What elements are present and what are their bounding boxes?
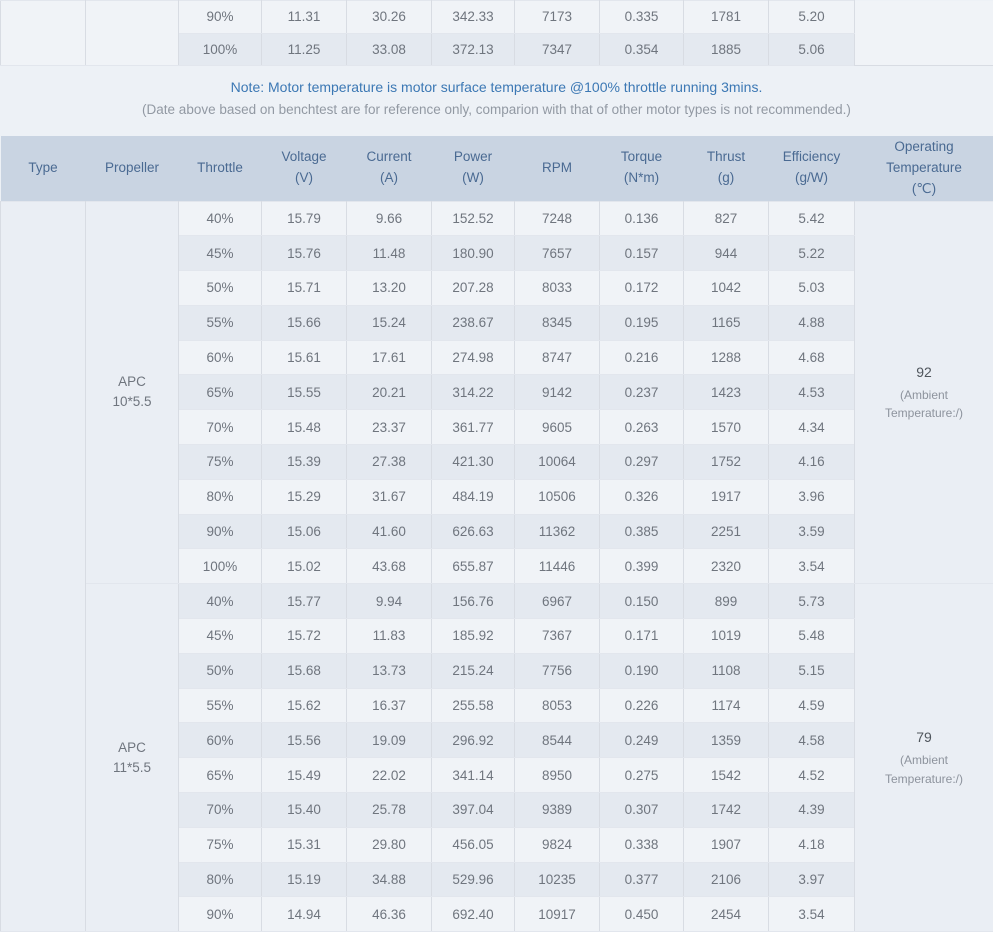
current-cell: 41.60 [347, 514, 432, 549]
current-cell: 31.67 [347, 479, 432, 514]
column-header-throttle [179, 136, 262, 201]
voltage-cell: 11.31 [262, 1, 347, 34]
thrust-cell: 2454 [684, 897, 769, 932]
column-header-current [347, 136, 432, 201]
power-cell: 314.22 [432, 375, 515, 410]
thrust-cell: 1359 [684, 723, 769, 758]
thrust-cell: 1907 [684, 827, 769, 862]
throttle-cell: 60% [179, 340, 262, 375]
efficiency-cell: 3.54 [769, 897, 855, 932]
efficiency-cell: 4.53 [769, 375, 855, 410]
spec-table-header [1, 136, 993, 201]
header-label: Torque [600, 147, 684, 168]
current-cell: 17.61 [347, 340, 432, 375]
temperature-cell [855, 201, 993, 584]
current-cell: 33.08 [347, 33, 432, 66]
efficiency-cell: 3.97 [769, 862, 855, 897]
header-label: Operating [855, 137, 993, 158]
rpm-cell: 7248 [515, 201, 600, 236]
rpm-cell: 9142 [515, 375, 600, 410]
temperature-cell [855, 584, 993, 932]
voltage-cell: 15.61 [262, 340, 347, 375]
current-cell: 15.24 [347, 305, 432, 340]
efficiency-cell: 5.20 [769, 1, 855, 34]
current-cell: 30.26 [347, 1, 432, 34]
efficiency-cell: 4.39 [769, 793, 855, 828]
power-cell: 421.30 [432, 445, 515, 480]
efficiency-cell: 4.88 [769, 305, 855, 340]
torque-cell: 0.377 [600, 862, 684, 897]
thrust-cell: 1781 [684, 1, 769, 34]
thrust-cell: 1174 [684, 688, 769, 723]
power-cell: 341.14 [432, 758, 515, 793]
voltage-cell: 15.39 [262, 445, 347, 480]
header-label: Type [1, 158, 86, 179]
temperature-value: 79 [855, 727, 993, 748]
torque-cell: 0.157 [600, 236, 684, 271]
column-header-operating-temperature [855, 136, 993, 201]
temperature-cell [855, 1, 993, 66]
rpm-cell: 9605 [515, 410, 600, 445]
efficiency-cell: 3.59 [769, 514, 855, 549]
throttle-cell: 80% [179, 862, 262, 897]
column-header-type [1, 136, 86, 201]
rpm-cell: 9389 [515, 793, 600, 828]
power-cell: 342.33 [432, 1, 515, 34]
throttle-cell: 90% [179, 1, 262, 34]
thrust-cell: 1423 [684, 375, 769, 410]
power-cell: 372.13 [432, 33, 515, 66]
column-header-thrust [684, 136, 769, 201]
current-cell: 23.37 [347, 410, 432, 445]
efficiency-cell: 4.68 [769, 340, 855, 375]
power-cell: 156.76 [432, 584, 515, 619]
thrust-cell: 1165 [684, 305, 769, 340]
current-cell: 27.38 [347, 445, 432, 480]
note-primary-text: Note: Motor temperature is motor surface temperature @100% throttle running 3mins. [0, 79, 993, 95]
torque-cell: 0.326 [600, 479, 684, 514]
rpm-cell: 8544 [515, 723, 600, 758]
power-cell: 397.04 [432, 793, 515, 828]
efficiency-cell: 5.06 [769, 33, 855, 66]
efficiency-cell: 5.48 [769, 619, 855, 654]
column-header-propeller [86, 136, 179, 201]
power-cell: 626.63 [432, 514, 515, 549]
column-header-rpm [515, 136, 600, 201]
column-header-voltage [262, 136, 347, 201]
efficiency-cell: 4.34 [769, 410, 855, 445]
header-unit: (℃) [855, 179, 993, 200]
throttle-cell: 60% [179, 723, 262, 758]
voltage-cell: 15.68 [262, 653, 347, 688]
thrust-cell: 899 [684, 584, 769, 619]
current-cell: 20.21 [347, 375, 432, 410]
torque-cell: 0.237 [600, 375, 684, 410]
throttle-cell: 100% [179, 549, 262, 584]
thrust-cell: 1570 [684, 410, 769, 445]
power-cell: 296.92 [432, 723, 515, 758]
thrust-cell: 1108 [684, 653, 769, 688]
rpm-cell: 6967 [515, 584, 600, 619]
torque-cell: 0.226 [600, 688, 684, 723]
efficiency-cell: 5.73 [769, 584, 855, 619]
propeller-label: 11*5.5 [86, 758, 178, 778]
power-cell: 361.77 [432, 410, 515, 445]
efficiency-cell: 4.18 [769, 827, 855, 862]
efficiency-cell: 4.59 [769, 688, 855, 723]
throttle-cell: 40% [179, 584, 262, 619]
propeller-cell [86, 1, 179, 66]
torque-cell: 0.263 [600, 410, 684, 445]
efficiency-cell: 5.15 [769, 653, 855, 688]
current-cell: 25.78 [347, 793, 432, 828]
table-row [1, 584, 993, 619]
power-cell: 185.92 [432, 619, 515, 654]
throttle-cell: 70% [179, 410, 262, 445]
throttle-cell: 90% [179, 514, 262, 549]
thrust-cell: 1742 [684, 793, 769, 828]
torque-cell: 0.297 [600, 445, 684, 480]
column-header-power [432, 136, 515, 201]
throttle-cell: 65% [179, 758, 262, 793]
current-cell: 9.94 [347, 584, 432, 619]
rpm-cell: 10064 [515, 445, 600, 480]
column-header-torque [600, 136, 684, 201]
torque-cell: 0.335 [600, 1, 684, 34]
torque-cell: 0.216 [600, 340, 684, 375]
voltage-cell: 15.19 [262, 862, 347, 897]
current-cell: 19.09 [347, 723, 432, 758]
voltage-cell: 15.71 [262, 271, 347, 306]
voltage-cell: 15.48 [262, 410, 347, 445]
throttle-cell: 75% [179, 827, 262, 862]
thrust-cell: 1885 [684, 33, 769, 66]
torque-cell: 0.338 [600, 827, 684, 862]
propeller-label: APC [86, 738, 178, 758]
torque-cell: 0.249 [600, 723, 684, 758]
rpm-cell: 7756 [515, 653, 600, 688]
header-unit: (g/W) [769, 168, 855, 189]
throttle-cell: 80% [179, 479, 262, 514]
header-label: Power [432, 147, 515, 168]
rpm-cell: 10506 [515, 479, 600, 514]
current-cell: 9.66 [347, 201, 432, 236]
note-block [0, 66, 993, 136]
table-row [1, 1, 993, 34]
voltage-cell: 11.25 [262, 33, 347, 66]
thrust-cell: 2251 [684, 514, 769, 549]
rpm-cell: 7657 [515, 236, 600, 271]
power-cell: 529.96 [432, 862, 515, 897]
header-label: Efficiency [769, 147, 855, 168]
current-cell: 43.68 [347, 549, 432, 584]
main-table-body [1, 201, 993, 932]
header-unit: (g) [684, 168, 769, 189]
propeller-cell [86, 584, 179, 932]
power-cell: 215.24 [432, 653, 515, 688]
type-cell [1, 201, 86, 932]
voltage-cell: 15.49 [262, 758, 347, 793]
thrust-cell: 2320 [684, 549, 769, 584]
rpm-cell: 8747 [515, 340, 600, 375]
current-cell: 11.48 [347, 236, 432, 271]
voltage-cell: 15.62 [262, 688, 347, 723]
thrust-cell: 1042 [684, 271, 769, 306]
throttle-cell: 45% [179, 619, 262, 654]
rpm-cell: 11362 [515, 514, 600, 549]
torque-cell: 0.172 [600, 271, 684, 306]
efficiency-cell: 4.52 [769, 758, 855, 793]
temperature-note: (Ambient Temperature:/) [855, 751, 993, 788]
thrust-cell: 827 [684, 201, 769, 236]
torque-cell: 0.275 [600, 758, 684, 793]
voltage-cell: 15.06 [262, 514, 347, 549]
header-label: RPM [515, 158, 600, 179]
voltage-cell: 15.02 [262, 549, 347, 584]
header-unit: (W) [432, 168, 515, 189]
rpm-cell: 7367 [515, 619, 600, 654]
torque-cell: 0.171 [600, 619, 684, 654]
thrust-cell: 1542 [684, 758, 769, 793]
thrust-cell: 2106 [684, 862, 769, 897]
torque-cell: 0.307 [600, 793, 684, 828]
header-row [1, 136, 993, 201]
voltage-cell: 15.66 [262, 305, 347, 340]
throttle-cell: 45% [179, 236, 262, 271]
torque-cell: 0.195 [600, 305, 684, 340]
throttle-cell: 55% [179, 688, 262, 723]
propeller-cell [86, 201, 179, 584]
throttle-cell: 90% [179, 897, 262, 932]
temperature-note: (Ambient Temperature:/) [855, 386, 993, 423]
current-cell: 34.88 [347, 862, 432, 897]
throttle-cell: 55% [179, 305, 262, 340]
throttle-cell: 75% [179, 445, 262, 480]
current-cell: 46.36 [347, 897, 432, 932]
thrust-cell: 1917 [684, 479, 769, 514]
power-cell: 456.05 [432, 827, 515, 862]
header-unit: (N*m) [600, 168, 684, 189]
header-label: Thrust [684, 147, 769, 168]
thrust-cell: 944 [684, 236, 769, 271]
power-cell: 207.28 [432, 271, 515, 306]
voltage-cell: 15.76 [262, 236, 347, 271]
voltage-cell: 15.79 [262, 201, 347, 236]
propeller-label: 10*5.5 [86, 392, 178, 412]
table-row [1, 201, 993, 236]
efficiency-cell: 5.42 [769, 201, 855, 236]
voltage-cell: 15.55 [262, 375, 347, 410]
efficiency-cell: 5.03 [769, 271, 855, 306]
throttle-cell: 70% [179, 793, 262, 828]
torque-cell: 0.450 [600, 897, 684, 932]
propeller-label: APC [86, 372, 178, 392]
type-cell [1, 1, 86, 66]
current-cell: 11.83 [347, 619, 432, 654]
throttle-cell: 50% [179, 653, 262, 688]
temperature-value: 92 [855, 362, 993, 383]
throttle-cell: 40% [179, 201, 262, 236]
header-unit: (V) [262, 168, 347, 189]
current-cell: 22.02 [347, 758, 432, 793]
power-cell: 238.67 [432, 305, 515, 340]
header-label: Throttle [179, 158, 262, 179]
rpm-cell: 8950 [515, 758, 600, 793]
voltage-cell: 15.72 [262, 619, 347, 654]
rpm-cell: 10917 [515, 897, 600, 932]
header-label: Propeller [86, 158, 179, 179]
header-unit: (A) [347, 168, 432, 189]
voltage-cell: 15.29 [262, 479, 347, 514]
rpm-cell: 10235 [515, 862, 600, 897]
thrust-cell: 1752 [684, 445, 769, 480]
spec-table [0, 136, 993, 932]
note-secondary-text: (Date above based on benchtest are for reference only, comparion with that of other motor types is not recommended.) [0, 102, 993, 117]
voltage-cell: 15.56 [262, 723, 347, 758]
torque-cell: 0.399 [600, 549, 684, 584]
header-label: Current [347, 147, 432, 168]
throttle-cell: 65% [179, 375, 262, 410]
rpm-cell: 7173 [515, 1, 600, 34]
rpm-cell: 8033 [515, 271, 600, 306]
voltage-cell: 15.40 [262, 793, 347, 828]
power-cell: 255.58 [432, 688, 515, 723]
torque-cell: 0.190 [600, 653, 684, 688]
efficiency-cell: 4.58 [769, 723, 855, 758]
voltage-cell: 15.31 [262, 827, 347, 862]
column-header-efficiency [769, 136, 855, 201]
header-label: Voltage [262, 147, 347, 168]
current-cell: 13.20 [347, 271, 432, 306]
efficiency-cell: 3.96 [769, 479, 855, 514]
current-cell: 29.80 [347, 827, 432, 862]
rpm-cell: 8345 [515, 305, 600, 340]
thrust-cell: 1019 [684, 619, 769, 654]
throttle-cell: 100% [179, 33, 262, 66]
torque-cell: 0.385 [600, 514, 684, 549]
thrust-cell: 1288 [684, 340, 769, 375]
rpm-cell: 11446 [515, 549, 600, 584]
efficiency-cell: 3.54 [769, 549, 855, 584]
power-cell: 484.19 [432, 479, 515, 514]
efficiency-cell: 4.16 [769, 445, 855, 480]
previous-spec-table [0, 0, 993, 66]
efficiency-cell: 5.22 [769, 236, 855, 271]
current-cell: 13.73 [347, 653, 432, 688]
rpm-cell: 9824 [515, 827, 600, 862]
power-cell: 274.98 [432, 340, 515, 375]
header-label: Temperature [855, 158, 993, 179]
voltage-cell: 14.94 [262, 897, 347, 932]
torque-cell: 0.354 [600, 33, 684, 66]
torque-cell: 0.150 [600, 584, 684, 619]
power-cell: 655.87 [432, 549, 515, 584]
power-cell: 180.90 [432, 236, 515, 271]
rpm-cell: 8053 [515, 688, 600, 723]
voltage-cell: 15.77 [262, 584, 347, 619]
power-cell: 152.52 [432, 201, 515, 236]
torque-cell: 0.136 [600, 201, 684, 236]
throttle-cell: 50% [179, 271, 262, 306]
rpm-cell: 7347 [515, 33, 600, 66]
power-cell: 692.40 [432, 897, 515, 932]
current-cell: 16.37 [347, 688, 432, 723]
